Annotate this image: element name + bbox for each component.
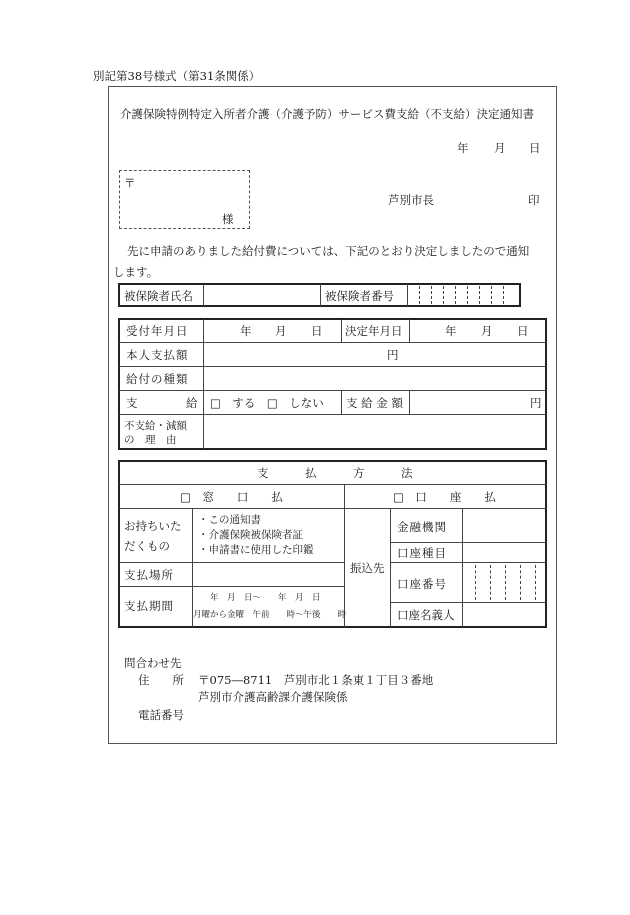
notice-line-1: 先に申請のありました給付費については、下記のとおり決定しましたので通知: [127, 244, 530, 258]
benefit-type-label: 給付の種類: [126, 372, 189, 386]
payment-amount-label: 支 給 金 額: [346, 396, 403, 410]
payment-method-header-2: 払: [305, 466, 317, 480]
contact-address-label: 住 所: [138, 673, 184, 687]
bring-label-1: お持ちいた: [124, 519, 182, 533]
document-title: 介護保険特例特定入所者介護（介護予防）サービス費支給（不支給）決定通知書: [120, 107, 534, 121]
contact-office: 芦別市介護高齢課介護保険係: [198, 690, 348, 704]
insured-name-label: 被保険者氏名: [124, 289, 193, 303]
window-payment-option[interactable]: □ 窓 口 払: [180, 490, 283, 504]
transfer-payment-option[interactable]: □ 口 座 払: [393, 490, 496, 504]
payment-method-header-1: 支: [257, 466, 269, 480]
self-pay-label: 本人支払額: [126, 348, 189, 362]
account-type-label: 口座種目: [397, 546, 447, 560]
date-year: 年: [457, 141, 469, 155]
contact-address-value: 〒075―8711 芦別市北１条東１丁目３番地: [198, 673, 434, 687]
bring-item: ・介護保険被保険者証: [198, 529, 303, 541]
receipt-date-day: 日: [311, 324, 323, 338]
payment-amount-yen: 円: [530, 396, 542, 410]
transfer-to-label: 振込先: [350, 561, 385, 575]
reason-label-1: 不支給・減額: [124, 420, 187, 432]
period-line-1: 年 月 日〜 年 月 日: [210, 593, 321, 603]
date-month: 月: [494, 141, 506, 155]
payment-method-header-3: 方: [353, 466, 365, 480]
receipt-date-month: 月: [275, 324, 287, 338]
notice-line-2: します。: [113, 265, 159, 279]
bring-item: ・申請書に使用した印鑑: [198, 544, 314, 556]
self-pay-yen: 円: [387, 348, 399, 362]
decision-date-label: 決定年月日: [345, 324, 403, 338]
issuer-seal: 印: [528, 193, 540, 207]
reason-label-2: の 理 由: [124, 434, 177, 446]
decision-date-day: 日: [517, 324, 529, 338]
insured-number-label: 被保険者番号: [325, 289, 394, 303]
receipt-date-label: 受付年月日: [126, 324, 189, 338]
period-line-2: 月曜から金曜 午前 時〜午後 時: [193, 610, 347, 620]
receipt-date-year: 年: [240, 324, 252, 338]
account-number-label: 口座番号: [397, 577, 447, 591]
payment-options[interactable]: □ する □ しない: [210, 396, 324, 410]
period-label: 支払期間: [124, 599, 174, 613]
contact-phone-label: 電話番号: [138, 708, 184, 722]
date-day: 日: [529, 141, 541, 155]
bring-item: ・この通知書: [198, 514, 261, 526]
contact-heading: 問合わせ先: [124, 656, 182, 670]
bring-label-2: だくもの: [124, 539, 170, 553]
decision-date-year: 年: [445, 324, 457, 338]
place-label: 支払場所: [124, 568, 174, 582]
payment-method-header-4: 法: [401, 466, 413, 480]
honorific: 様: [222, 212, 234, 226]
payment-label-2: 給: [186, 396, 198, 410]
postal-mark: 〒: [124, 176, 136, 190]
bank-label: 金融機関: [397, 520, 447, 534]
issuer-name: 芦別市長: [388, 193, 434, 207]
payment-label: 支: [126, 396, 138, 410]
account-name-label: 口座名義人: [397, 608, 455, 622]
decision-date-month: 月: [481, 324, 493, 338]
form-id: 別記第38号様式（第31条関係）: [93, 69, 261, 83]
